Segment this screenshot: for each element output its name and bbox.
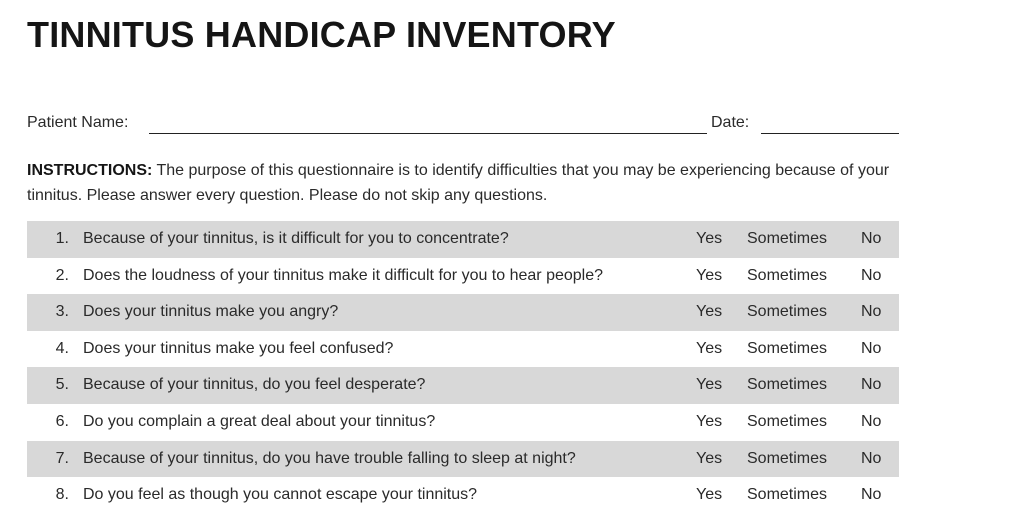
yes-option[interactable]: Yes <box>696 449 723 467</box>
instructions-text: The purpose of this questionnaire is to identify difficulties that you may be experiencing because of your tinnitus. Please answer every question. Please do not skip any questions. <box>27 162 890 204</box>
question-number: 1. <box>55 230 69 247</box>
no-option[interactable]: No <box>861 230 882 247</box>
no-option[interactable]: No <box>861 412 882 430</box>
date-label: Date: <box>711 114 750 131</box>
yes-option[interactable]: Yes <box>696 339 723 357</box>
instructions-label: INSTRUCTIONS: <box>27 162 153 179</box>
question-number: 8. <box>55 486 69 504</box>
question-number: 3. <box>55 303 69 321</box>
no-option[interactable]: No <box>861 449 882 467</box>
question-row <box>27 294 899 331</box>
question-row <box>27 258 899 295</box>
no-option[interactable]: No <box>861 303 882 321</box>
question-row <box>27 221 899 258</box>
patient-info-row <box>27 112 899 136</box>
question-row <box>27 404 899 441</box>
no-option[interactable]: No <box>861 376 882 394</box>
yes-option[interactable]: Yes <box>696 303 723 321</box>
question-text: Because of your tinnitus, do you feel desperate? <box>83 376 426 394</box>
question-text: Because of your tinnitus, do you have trouble falling to sleep at night? <box>83 449 576 467</box>
question-text: Does your tinnitus make you feel confused? <box>83 339 394 357</box>
question-text: Do you feel as though you cannot escape your tinnitus? <box>83 486 478 504</box>
yes-option[interactable]: Yes <box>696 266 723 284</box>
question-row <box>27 367 899 404</box>
patient-name-field[interactable] <box>149 133 707 134</box>
questions-list <box>27 221 899 514</box>
question-number: 2. <box>55 266 69 284</box>
question-number: 4. <box>55 339 69 357</box>
yes-option[interactable]: Yes <box>696 486 723 504</box>
sometimes-option[interactable]: Sometimes <box>747 412 828 430</box>
sometimes-option[interactable]: Sometimes <box>747 266 828 284</box>
sometimes-option[interactable]: Sometimes <box>747 376 828 394</box>
page-title: TINNITUS HANDICAP INVENTORY <box>27 14 616 55</box>
sometimes-option[interactable]: Sometimes <box>747 486 828 504</box>
question-text: Because of your tinnitus, is it difficult for you to concentrate? <box>83 230 509 247</box>
no-option[interactable]: No <box>861 339 882 357</box>
sometimes-option[interactable]: Sometimes <box>747 230 828 247</box>
instructions <box>27 158 899 208</box>
question-text: Do you complain a great deal about your tinnitus? <box>83 412 436 430</box>
yes-option[interactable]: Yes <box>696 412 723 430</box>
no-option[interactable]: No <box>861 486 882 504</box>
question-number: 6. <box>55 412 69 430</box>
sometimes-option[interactable]: Sometimes <box>747 339 828 357</box>
yes-option[interactable]: Yes <box>696 376 723 394</box>
date-field[interactable] <box>761 133 899 134</box>
question-text: Does the loudness of your tinnitus make it difficult for you to hear people? <box>83 266 604 284</box>
question-row <box>27 331 899 368</box>
question-text: Does your tinnitus make you angry? <box>83 303 339 321</box>
question-row <box>27 477 899 514</box>
question-number: 7. <box>55 449 69 467</box>
no-option[interactable]: No <box>861 266 882 284</box>
patient-name-label: Patient Name: <box>27 114 129 131</box>
sometimes-option[interactable]: Sometimes <box>747 449 828 467</box>
sometimes-option[interactable]: Sometimes <box>747 303 828 321</box>
question-number: 5. <box>55 376 69 394</box>
yes-option[interactable]: Yes <box>696 230 723 247</box>
question-row <box>27 441 899 478</box>
